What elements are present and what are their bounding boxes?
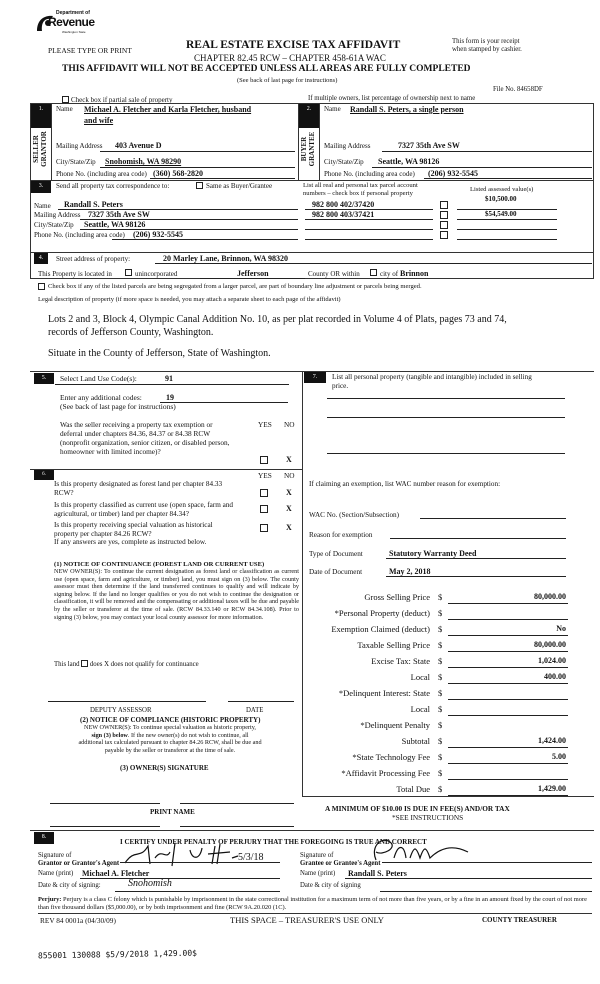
- exemption-question: Was the seller receiving a property tax exemption or deferral under chapters 84.36, 84.37 or 84.38 RCW (nonprofit organization, senior citizen, or disabled person, homeowner with limited income)?: [60, 420, 230, 456]
- grantor-name-field[interactable]: Michael A. Fletcher: [82, 869, 150, 878]
- print-name-line-2[interactable]: [180, 826, 294, 827]
- perjury-statement: Perjury: Perjury is a class C felony which is punishable by imprisonment in the state correctional institution for a maximum term of not more than five years, or by a fine in an amount fixed by the court of not more than five thousand dollars ($5,000.00), or by both imprisonment and fine (RCW 9A.20.020 (1C).: [38, 896, 587, 911]
- state-technology-fee-row: *State Technology Fee $ 5.00: [352, 752, 566, 762]
- print-name-label: PRINT NAME: [150, 808, 195, 816]
- legal-description-line1[interactable]: Lots 2 and 3, Block 4, Olympic Canal Addition No. 10, as per plat recorded in Volume 4 of Plats, pages 73 and 74,: [48, 314, 507, 325]
- assessor-date-label: DATE: [246, 707, 264, 714]
- additional-codes-label: Enter any additional codes:: [60, 393, 142, 402]
- form-chapter: CHAPTER 82.45 RCW – CHAPTER 458-61A WAC: [194, 53, 386, 63]
- city-of-label: city of: [380, 270, 399, 278]
- grantee-name-field[interactable]: Randall S. Peters: [348, 869, 407, 878]
- same-as-buyer-label: Same as Buyer/Grantee: [206, 182, 273, 190]
- parcel-number-empty[interactable]: [305, 229, 433, 230]
- delinquent-interest-state-row: *Delinquent Interest: State $: [300, 688, 590, 702]
- personal-property-checkbox[interactable]: [440, 211, 448, 219]
- delinquent-penalty-row: *Delinquent Penalty $: [300, 720, 590, 734]
- logo-name: Revenue: [48, 15, 95, 29]
- grantor-date-city-label: Date & city of signing:: [38, 882, 101, 889]
- excise-tax-state-field[interactable]: 1,024.00: [448, 656, 568, 668]
- unincorporated-checkbox[interactable]: [125, 269, 132, 276]
- tax-mailing-label: Mailing Address: [34, 211, 81, 219]
- subtotal-field[interactable]: 1,424.00: [448, 736, 568, 748]
- grantee-date-city-label: Date & city of signing: [300, 882, 361, 889]
- notice-compliance-body: NEW OWNER(S): To continue special valuation as historic property, sign (3) below. If the new owner(s) do not wish to continue, all additional tax calculated pursuant to chapter 84.26 RCW, shall be due and payable by the seller or transferor at the time of sale.: [78, 724, 262, 754]
- personal-property-line-3[interactable]: [327, 453, 565, 454]
- exemption-claimed-row: Exemption Claimed (deduct) $ No: [331, 624, 566, 634]
- tax-city-field[interactable]: Seattle, WA 98126: [84, 220, 146, 229]
- county-treasurer-label: COUNTY TREASURER: [482, 916, 557, 924]
- parcels-header-2: numbers – check box if personal property: [303, 190, 413, 197]
- street-address-field[interactable]: 20 Marley Lane, Brinnon, WA 98320: [163, 254, 288, 263]
- notice-continuance-body: NEW OWNER(S): To continue the current designation as forest land or classification as current use (open space, farm and agriculture, or timber) land, you must sign on (3) below. The county assessor must then determine if the land transferred continues to qualify and will indicate by signing below. If the land no longer qualifies or you do not wish to continue the designation or classification, it will be removed and the compensating or additional taxes will be due and payable by the seller or transferor at the time of sale. (RCW 84.33.140 or RCW 84.34.108). Prior to signing (3) below, you may contact your local county assessor for more information.: [54, 568, 299, 621]
- county-field[interactable]: Jefferson: [237, 269, 269, 278]
- reason-label: Reason for exemption: [309, 531, 373, 539]
- buyer-phone-label: Phone No. (including area code): [324, 170, 415, 178]
- see-instructions-note: *SEE INSTRUCTIONS: [392, 813, 464, 822]
- personal-property-line-1[interactable]: [327, 398, 565, 399]
- city-field[interactable]: Brinnon: [400, 269, 429, 278]
- legal-description-line2[interactable]: records of Jefferson County, Washington.: [48, 327, 214, 338]
- notice-compliance-title: (2) NOTICE OF COMPLIANCE (HISTORIC PROPERTY): [80, 716, 261, 724]
- deputy-assessor-signature-line[interactable]: [48, 701, 206, 702]
- owner-signature-label: (3) OWNER(S) SIGNATURE: [120, 764, 209, 772]
- seller-name-field-line2[interactable]: and wife: [84, 116, 114, 125]
- street-address-label: Street address of property:: [56, 255, 131, 263]
- receipt-note-1: This form is your receipt: [452, 38, 520, 45]
- parcel-number[interactable]: 982 800 402/37420: [312, 200, 375, 209]
- grantor-signature[interactable]: [120, 838, 270, 868]
- reason-field[interactable]: [390, 538, 566, 539]
- yes-header: YES: [258, 420, 272, 429]
- affidavit-processing-fee-field[interactable]: [448, 768, 568, 780]
- exemption-no-mark[interactable]: X: [286, 455, 292, 464]
- parcels-header-1: List all real and personal tax parcel account: [303, 182, 418, 189]
- assessed-value[interactable]: $10,500.00: [485, 195, 517, 203]
- current-use-yes-checkbox[interactable]: [260, 505, 268, 513]
- historical-no-mark[interactable]: X: [286, 523, 292, 532]
- land-use-label: Select Land Use Code(s):: [60, 374, 137, 383]
- minimum-fee-note: A MINIMUM OF $10.00 IS DUE IN FEE(S) AND/OR TAX: [325, 804, 510, 813]
- assessed-values-header: Listed assessed value(s): [470, 186, 534, 193]
- exemption-yes-checkbox[interactable]: [260, 456, 268, 464]
- excise-tax-local-row: Local $ 400.00: [410, 672, 566, 682]
- deputy-assessor-label: DEPUTY ASSESSOR: [90, 707, 152, 714]
- affidavit-processing-fee-row: *Affidavit Processing Fee $: [300, 768, 590, 782]
- total-due-row: Total Due $ 1,429.00: [396, 784, 566, 794]
- state-technology-fee-field[interactable]: 5.00: [448, 752, 568, 764]
- notice-continuance-title: (1) NOTICE OF CONTINUANCE (FOREST LAND OR CURRENT USE): [54, 561, 265, 568]
- section-6-marker: 6.: [34, 470, 54, 480]
- dor-logo: [34, 10, 94, 38]
- owner-signature-line-1[interactable]: [50, 803, 160, 804]
- forest-land-yes-checkbox[interactable]: [260, 489, 268, 497]
- located-in-label: This Property is located in: [38, 270, 112, 278]
- excise-tax-local-field[interactable]: 400.00: [448, 672, 568, 684]
- assessed-value-empty[interactable]: [457, 229, 557, 230]
- section-5-marker: 5.: [34, 373, 54, 384]
- assessed-value[interactable]: $54,549.00: [485, 210, 517, 218]
- personal-property-deduct-field[interactable]: [448, 608, 568, 620]
- grantor-signature-label: Signature of Grantor or Grantor's Agent: [38, 852, 120, 867]
- instructions-note: (See back of last page for instructions): [237, 77, 338, 84]
- seller-grantor-label: SELLER GRANTOR: [32, 131, 48, 167]
- personal-property-checkbox[interactable]: [440, 201, 448, 209]
- same-as-buyer-checkbox[interactable]: [196, 182, 203, 189]
- buyer-mailing-label: Mailing Address: [324, 142, 371, 150]
- rev-number: REV 84 0001a (04/30/09): [40, 916, 116, 925]
- seller-mailing-field[interactable]: 403 Avenue D: [115, 141, 162, 150]
- delinquent-interest-local-row: Local $: [300, 704, 590, 718]
- taxable-selling-price-field[interactable]: 80,000.00: [448, 640, 568, 652]
- grantor-date-city-field[interactable]: Snohomish: [128, 878, 172, 889]
- current-use-question: Is this property classified as current use (open space, farm and agricultural, or timber) land per chapter 84.34?: [54, 501, 234, 518]
- forest-land-question: Is this property designated as forest land per chapter 84.33 RCW?: [54, 480, 223, 497]
- gross-selling-price-row: Gross Selling Price $ 80,000.00: [364, 592, 566, 602]
- buyer-name-label: Name: [324, 105, 341, 113]
- assessor-date-line[interactable]: [228, 701, 294, 702]
- receipt-note-2: when stamped by cashier.: [452, 46, 522, 53]
- segregated-checkbox[interactable]: [38, 283, 45, 290]
- unincorporated-label: unincorporated: [135, 270, 178, 278]
- section6-no-header: NO: [284, 471, 295, 480]
- personal-property-deduct-row: *Personal Property (deduct) $: [300, 608, 590, 622]
- owner-signature-line-2[interactable]: [180, 803, 294, 804]
- logo-dept: Department of: [56, 10, 90, 16]
- tax-phone-field[interactable]: (206) 932-5545: [133, 230, 183, 239]
- grantee-name-label: Name (print): [300, 870, 336, 877]
- see-back-note: (See back of last page for instructions): [60, 402, 176, 411]
- grantee-date-city-field[interactable]: [380, 891, 592, 892]
- seller-mailing-label: Mailing Address: [56, 142, 103, 150]
- seller-phone-label: Phone No. (including area code): [56, 170, 147, 178]
- buyer-grantee-label: BUYER GRANTEE: [300, 131, 316, 167]
- delinquent-interest-local-field[interactable]: [448, 704, 568, 716]
- subtotal-row: Subtotal $ 1,424.00: [401, 736, 566, 746]
- no-header: NO: [284, 420, 295, 429]
- section-1-marker: 1.: [31, 104, 51, 128]
- certify-statement: I CERTIFY UNDER PENALTY OF PERJURY THAT THE FOREGOING IS TRUE AND CORRECT: [120, 838, 427, 846]
- file-number: File No. 84658DF: [493, 86, 543, 93]
- excise-tax-state-row: Excise Tax: State $ 1,024.00: [371, 656, 566, 666]
- historical-yes-checkbox[interactable]: [260, 524, 268, 532]
- personal-property-checkbox[interactable]: [440, 221, 448, 229]
- parcel-number[interactable]: 982 800 403/37421: [312, 210, 375, 219]
- wac-field[interactable]: [420, 518, 566, 519]
- multiple-owners-note: If multiple owners, list percentage of ownership next to name: [308, 95, 476, 102]
- delinquent-interest-state-field[interactable]: [448, 688, 568, 700]
- logo-state: Washington State: [62, 30, 86, 34]
- delinquent-penalty-field[interactable]: [448, 720, 568, 732]
- please-type-label: PLEASE TYPE OR PRINT: [48, 46, 132, 55]
- partial-sale-checkbox[interactable]: [62, 96, 69, 103]
- additional-codes-field[interactable]: 19: [166, 393, 174, 402]
- assessed-value-empty[interactable]: [457, 239, 557, 240]
- doc-date-field[interactable]: May 2, 2018: [389, 567, 431, 576]
- wac-label: WAC No. (Section/Subsection): [309, 511, 400, 519]
- tax-mailing-field[interactable]: 7327 35th Ave SW: [88, 210, 150, 219]
- total-due-field[interactable]: 1,429.00: [448, 784, 568, 796]
- personal-property-line-2[interactable]: [327, 417, 565, 418]
- city-checkbox[interactable]: [370, 269, 377, 276]
- legal-description-label: Legal description of property (if more space is needed, you may attach a separate sheet to each page of the affidavit): [38, 296, 341, 303]
- grantor-name-label: Name (print): [38, 870, 74, 877]
- buyer-mailing-field[interactable]: 7327 35th Ave SW: [398, 141, 460, 150]
- historical-question: Is this property receiving special valuation as historical property per chapter 84.26 RCW? If any answers are yes, complete as instructed below.: [54, 521, 213, 546]
- does-qualify-checkbox[interactable]: [81, 660, 88, 667]
- tax-name-field[interactable]: Randall S. Peters: [64, 200, 123, 209]
- seller-city-field[interactable]: Snohomish, WA 98290: [105, 157, 182, 166]
- form-title: REAL ESTATE EXCISE TAX AFFIDAVIT: [186, 39, 401, 51]
- seller-phone-field[interactable]: (360) 568-2820: [153, 169, 203, 178]
- personal-property-checkbox[interactable]: [440, 231, 448, 239]
- segregated-label: Check box if any of the listed parcels are being segregated from a larger parcel, are part of boundary line adjustment or parcels being merged.: [48, 283, 422, 290]
- treasurer-use-label: THIS SPACE – TREASURER'S USE ONLY: [230, 915, 384, 925]
- county-or-label: County OR within: [308, 270, 360, 278]
- tax-name-label: Name: [34, 202, 51, 210]
- doc-date-label: Date of Document: [309, 568, 363, 576]
- seller-name-field[interactable]: Michael A. Fletcher and Karla Fletcher, husband: [84, 105, 252, 114]
- grantee-signature-label: Signature of Grantee or Grantee's Agent: [300, 852, 381, 867]
- section-7-marker: 7.: [304, 372, 326, 383]
- seller-name-label: Name: [56, 105, 73, 113]
- buyer-name-field[interactable]: Randall S. Peters, a single person: [350, 105, 464, 114]
- section-8-marker: 8.: [34, 832, 54, 844]
- section-3-marker: 3.: [31, 181, 51, 193]
- tax-phone-label: Phone No. (including area code): [34, 231, 125, 239]
- svg-text:5/3/18: 5/3/18: [238, 852, 264, 863]
- cashier-stamp: 855001 130088 $5/9/2018 1,429.00$: [37, 948, 198, 961]
- situate-text[interactable]: Situate in the County of Jefferson, State of Washington.: [48, 348, 271, 359]
- print-name-line-1[interactable]: [50, 826, 160, 827]
- current-use-no-mark[interactable]: X: [286, 504, 292, 513]
- gross-selling-price-field[interactable]: 80,000.00: [448, 592, 568, 604]
- personal-property-label: List all personal property (tangible and intangible) included in selling price.: [332, 373, 532, 390]
- exemption-claimed-field[interactable]: No: [448, 624, 568, 636]
- taxable-selling-price-row: Taxable Selling Price $ 80,000.00: [357, 640, 566, 650]
- seller-city-label: City/State/Zip: [56, 158, 96, 166]
- continuance-qualify: This land does X does not qualify for continuance: [54, 661, 199, 668]
- form-warning: THIS AFFIDAVIT WILL NOT BE ACCEPTED UNLESS ALL AREAS ARE FULLY COMPLETED: [62, 64, 471, 74]
- doc-type-field[interactable]: Statutory Warranty Deed: [389, 549, 477, 558]
- land-use-field[interactable]: 91: [165, 374, 173, 383]
- section-4-marker: 4.: [34, 253, 48, 264]
- doc-type-label: Type of Document: [309, 550, 363, 558]
- parcel-number-empty[interactable]: [305, 239, 433, 240]
- forest-land-no-mark[interactable]: X: [286, 488, 292, 497]
- section-2-marker: 2.: [299, 104, 319, 128]
- buyer-phone-field[interactable]: (206) 932-5545: [428, 169, 478, 178]
- tax-city-label: City/State/Zip: [34, 221, 74, 229]
- exemption-claim-label: If claiming an exemption, list WAC number reason for exemption:: [309, 480, 501, 488]
- section6-yes-header: YES: [258, 471, 272, 480]
- buyer-city-field[interactable]: Seattle, WA 98126: [378, 157, 440, 166]
- partial-sale-label: Check box if partial sale of property: [71, 96, 173, 104]
- buyer-city-label: City/State/Zip: [324, 158, 364, 166]
- send-correspondence-label: Send all property tax correspondence to:: [56, 182, 170, 190]
